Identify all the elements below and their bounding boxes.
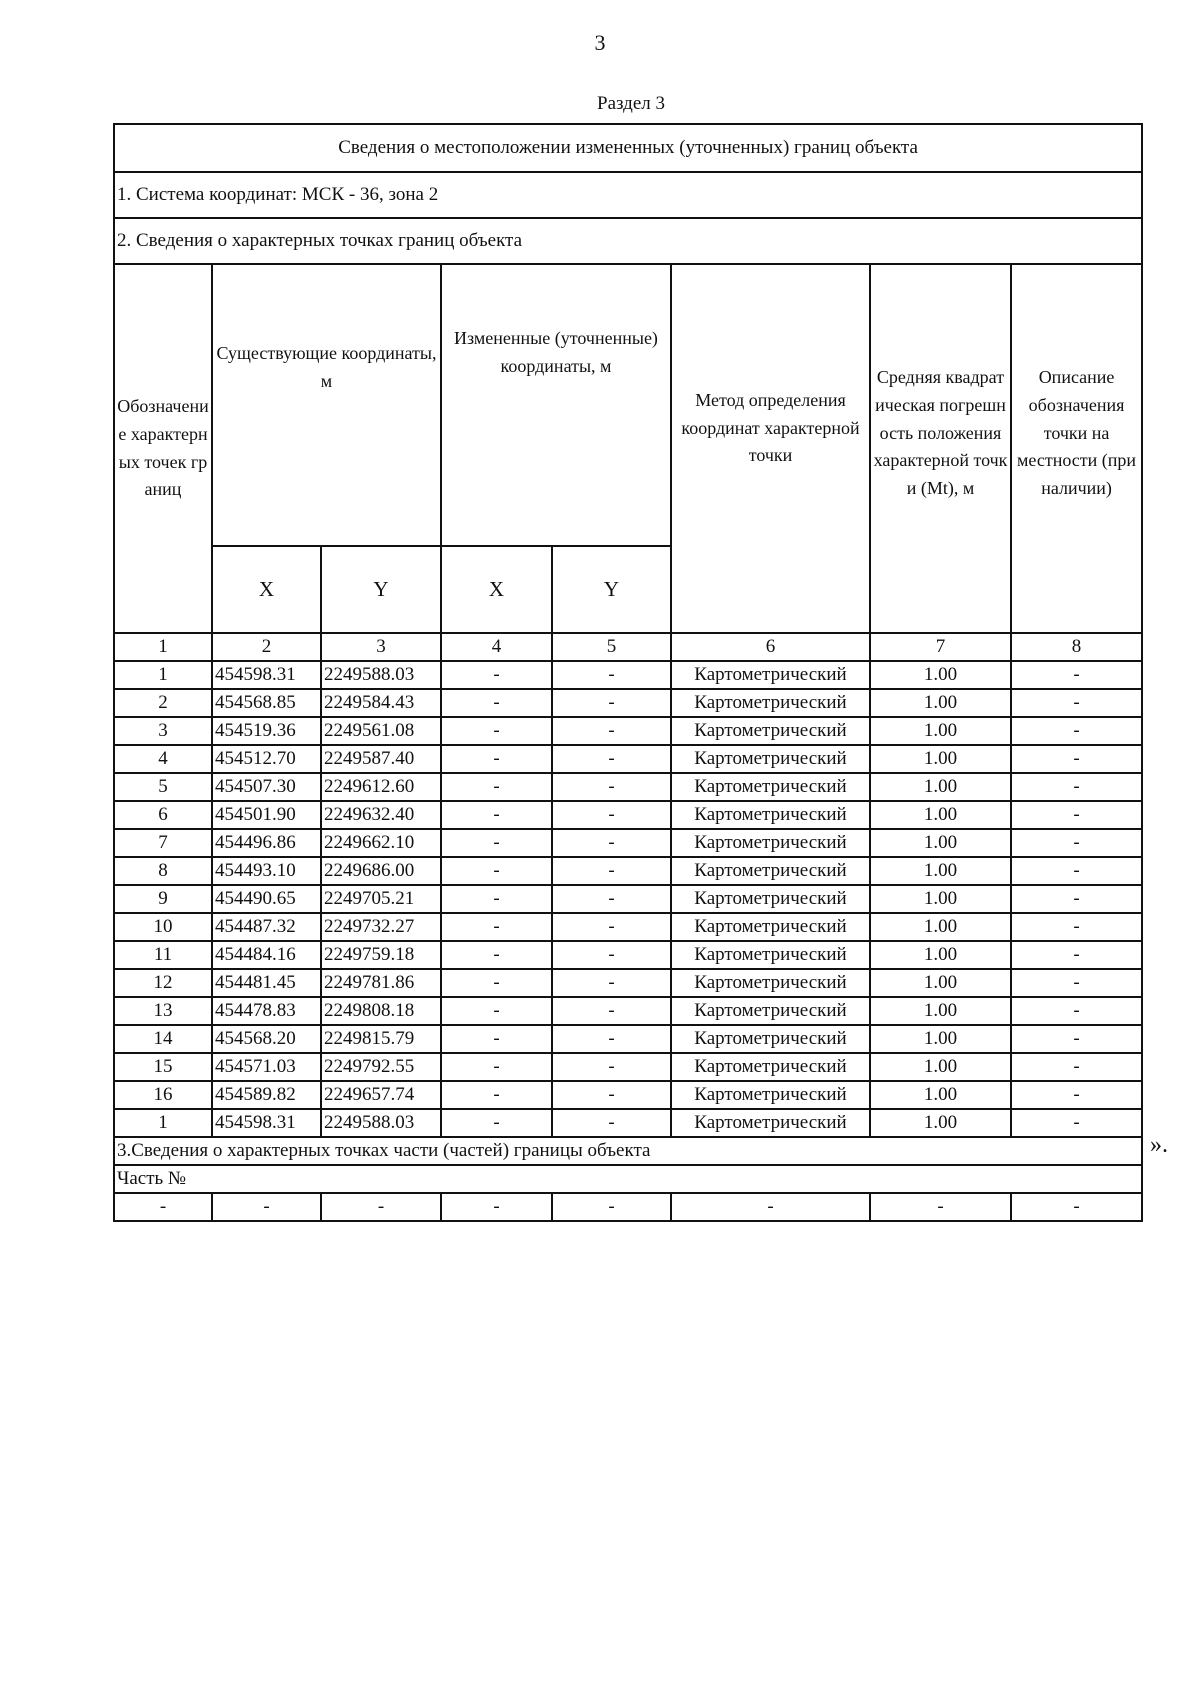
table-cell: 2249781.86 [321, 969, 441, 997]
table-cell: 454487.32 [212, 913, 321, 941]
table-cell: - [552, 1053, 671, 1081]
table-cell: Картометрический [671, 1109, 870, 1137]
part-cell: - [321, 1193, 441, 1221]
table-cell: - [552, 661, 671, 689]
column-number: 6 [671, 633, 870, 661]
table-row [114, 913, 1142, 941]
table-cell: 2249792.55 [321, 1053, 441, 1081]
table-cell: - [441, 773, 552, 801]
table-cell: - [1011, 717, 1142, 745]
table-cell: Картометрический [671, 857, 870, 885]
part-cell: - [552, 1193, 671, 1221]
table-cell: - [1011, 773, 1142, 801]
table-cell: 2249588.03 [321, 661, 441, 689]
table-cell: - [1011, 1053, 1142, 1081]
table-cell: - [441, 885, 552, 913]
table-cell: - [1011, 997, 1142, 1025]
table-cell: 4 [114, 745, 212, 773]
table-row [114, 885, 1142, 913]
table-cell: - [441, 913, 552, 941]
table-cell: 454519.36 [212, 717, 321, 745]
table-cell: 7 [114, 829, 212, 857]
table-cell: - [441, 1025, 552, 1053]
header-rmse-text: Средняя квадратическая погрешность положения характерной точки (Mt), м [873, 366, 1008, 499]
column-number: 5 [552, 633, 671, 661]
table-cell: 1.00 [870, 857, 1011, 885]
table-cell: Картометрический [671, 745, 870, 773]
table-row [114, 829, 1142, 857]
column-number: 4 [441, 633, 552, 661]
table-cell: 454589.82 [212, 1081, 321, 1109]
page-number: 3 [594, 30, 606, 55]
table-row [114, 1081, 1142, 1109]
table-cell: - [441, 969, 552, 997]
column-number-row [114, 633, 1142, 661]
table-cell: 454493.10 [212, 857, 321, 885]
table-cell: 2249561.08 [321, 717, 441, 745]
table-cell: - [552, 1025, 671, 1053]
table-row [114, 689, 1142, 717]
table-cell: Картометрический [671, 829, 870, 857]
table-cell: 1.00 [870, 1109, 1011, 1137]
table-cell: 1.00 [870, 689, 1011, 717]
table-title: Сведения о местоположении измененных (уточненных) границ объекта [114, 124, 1142, 172]
table-cell: - [1011, 1081, 1142, 1109]
table-cell: - [1011, 857, 1142, 885]
table-cell: 2249705.21 [321, 885, 441, 913]
table-cell: 2249657.74 [321, 1081, 441, 1109]
table-cell: 1 [114, 1109, 212, 1137]
table-row [114, 1053, 1142, 1081]
table-cell: 9 [114, 885, 212, 913]
table-cell: 454568.20 [212, 1025, 321, 1053]
part-cell: - [1011, 1193, 1142, 1221]
table-cell: 454490.65 [212, 885, 321, 913]
table-cell: 2249587.40 [321, 745, 441, 773]
table-cell: 1.00 [870, 745, 1011, 773]
table-cell: 1.00 [870, 885, 1011, 913]
table-cell: 2249732.27 [321, 913, 441, 941]
table-row [114, 801, 1142, 829]
table-cell: - [1011, 969, 1142, 997]
table-cell: 2249759.18 [321, 941, 441, 969]
coordinate-system: 1. Система координат: МСК - 36, зона 2 [114, 172, 1142, 218]
table-cell: Картометрический [671, 997, 870, 1025]
table-cell: Картометрический [671, 1053, 870, 1081]
header-existing-coords: Существующие координаты, м [212, 264, 441, 546]
table-cell: 15 [114, 1053, 212, 1081]
table-row [114, 1025, 1142, 1053]
table-row [114, 773, 1142, 801]
table-row [114, 1109, 1142, 1137]
table-cell: - [441, 801, 552, 829]
table-cell: 1.00 [870, 913, 1011, 941]
table-cell: - [552, 857, 671, 885]
table-cell: - [1011, 661, 1142, 689]
table-cell: - [1011, 1109, 1142, 1137]
column-number: 1 [114, 633, 212, 661]
parts-section-heading: 3.Сведения о характерных точках части (частей) границы объекта [114, 1137, 1142, 1165]
header-designation [114, 264, 212, 633]
table-cell: - [1011, 1025, 1142, 1053]
table-cell: 14 [114, 1025, 212, 1053]
table-cell: 5 [114, 773, 212, 801]
part-row [114, 1193, 1142, 1221]
table-cell: 1.00 [870, 773, 1011, 801]
table-row [114, 857, 1142, 885]
table-cell: - [441, 717, 552, 745]
table-row [114, 969, 1142, 997]
header-existing-x: X [212, 546, 321, 633]
table-cell: 10 [114, 913, 212, 941]
table-cell: - [552, 773, 671, 801]
header-changed-x: X [441, 546, 552, 633]
table-cell: 454598.31 [212, 1109, 321, 1137]
section-title: Раздел 3 [597, 93, 665, 114]
table-cell: - [441, 829, 552, 857]
header-description: Описание обозначения точки на местности (при наличии) [1011, 264, 1142, 633]
header-designation-text: Обозначение характерных точек границ [117, 395, 209, 500]
table-cell: 2249588.03 [321, 1109, 441, 1137]
table-cell: - [441, 661, 552, 689]
table-cell: - [1011, 801, 1142, 829]
table-cell: 2249632.40 [321, 801, 441, 829]
table-cell: - [552, 885, 671, 913]
table-cell: 454496.86 [212, 829, 321, 857]
table-cell: Картометрический [671, 773, 870, 801]
table-cell: 454598.31 [212, 661, 321, 689]
table-cell: 2249686.00 [321, 857, 441, 885]
table-cell: 2249815.79 [321, 1025, 441, 1053]
table-cell: 1.00 [870, 661, 1011, 689]
column-number: 8 [1011, 633, 1142, 661]
table-cell: - [552, 801, 671, 829]
table-cell: 454484.16 [212, 941, 321, 969]
table-row [114, 717, 1142, 745]
table-cell: 2249662.10 [321, 829, 441, 857]
table-cell: - [552, 997, 671, 1025]
table-cell: 1.00 [870, 801, 1011, 829]
table-cell: 1.00 [870, 829, 1011, 857]
table-cell: - [1011, 913, 1142, 941]
header-method: Метод определения координат характерной точки [671, 264, 870, 633]
boundary-table [113, 123, 1143, 1222]
table-cell: - [1011, 689, 1142, 717]
table-cell: Картометрический [671, 1025, 870, 1053]
table-cell: 1.00 [870, 1053, 1011, 1081]
table-cell: 12 [114, 969, 212, 997]
table-cell: Картометрический [671, 689, 870, 717]
table-cell: 6 [114, 801, 212, 829]
table-cell: 454481.45 [212, 969, 321, 997]
table-cell: - [441, 941, 552, 969]
table-cell: 454501.90 [212, 801, 321, 829]
table-row [114, 661, 1142, 689]
table-row [114, 941, 1142, 969]
table-cell: Картометрический [671, 801, 870, 829]
header-rmse [870, 264, 1011, 633]
table-cell: - [441, 997, 552, 1025]
table-cell: 2249808.18 [321, 997, 441, 1025]
table-cell: 454512.70 [212, 745, 321, 773]
table-cell: 1.00 [870, 969, 1011, 997]
table-cell: 1 [114, 661, 212, 689]
table-cell: - [1011, 885, 1142, 913]
table-cell: Картометрический [671, 1081, 870, 1109]
table-cell: Картометрический [671, 941, 870, 969]
table-cell: Картометрический [671, 969, 870, 997]
table-cell: - [552, 717, 671, 745]
part-cell: - [671, 1193, 870, 1221]
table-cell: 454568.85 [212, 689, 321, 717]
table-cell: - [1011, 829, 1142, 857]
table-cell: - [441, 1053, 552, 1081]
part-cell: - [114, 1193, 212, 1221]
table-cell: 11 [114, 941, 212, 969]
table-cell: 1.00 [870, 717, 1011, 745]
table-cell: 1.00 [870, 1081, 1011, 1109]
column-number: 7 [870, 633, 1011, 661]
table-cell: - [441, 857, 552, 885]
table-cell: 1.00 [870, 941, 1011, 969]
table-cell: 8 [114, 857, 212, 885]
header-changed-y: Y [552, 546, 671, 633]
table-cell: 454571.03 [212, 1053, 321, 1081]
table-cell: 2249612.60 [321, 773, 441, 801]
part-cell: - [441, 1193, 552, 1221]
table-cell: Картометрический [671, 913, 870, 941]
column-number: 2 [212, 633, 321, 661]
table-cell: - [441, 689, 552, 717]
table-cell: 16 [114, 1081, 212, 1109]
part-cell: - [212, 1193, 321, 1221]
table-cell: 2249584.43 [321, 689, 441, 717]
table-cell: - [552, 689, 671, 717]
table-cell: 454507.30 [212, 773, 321, 801]
table-cell: 1.00 [870, 997, 1011, 1025]
table-cell: 3 [114, 717, 212, 745]
points-section-heading: 2. Сведения о характерных точках границ объекта [114, 218, 1142, 264]
table-row [114, 997, 1142, 1025]
table-cell: - [441, 1109, 552, 1137]
table-cell: 1.00 [870, 1025, 1011, 1053]
table-cell: 454478.83 [212, 997, 321, 1025]
table-cell: - [552, 941, 671, 969]
table-cell: - [552, 1109, 671, 1137]
table-cell: - [552, 745, 671, 773]
table-cell: - [552, 1081, 671, 1109]
table-cell: Картометрический [671, 885, 870, 913]
table-cell: - [552, 969, 671, 997]
table-cell: - [1011, 941, 1142, 969]
header-existing-y: Y [321, 546, 441, 633]
table-cell: - [552, 913, 671, 941]
table-cell: - [552, 829, 671, 857]
table-cell: 2 [114, 689, 212, 717]
column-number: 3 [321, 633, 441, 661]
part-number-label: Часть № [114, 1165, 1142, 1193]
table-row [114, 745, 1142, 773]
table-cell: Картометрический [671, 661, 870, 689]
table-cell: 13 [114, 997, 212, 1025]
table-cell: - [441, 745, 552, 773]
closing-quote: ». [1150, 1132, 1168, 1158]
table-cell: - [441, 1081, 552, 1109]
table-cell: - [1011, 745, 1142, 773]
part-cell: - [870, 1193, 1011, 1221]
table-cell: Картометрический [671, 717, 870, 745]
header-changed-coords: Измененные (уточненные) координаты, м [441, 264, 671, 546]
